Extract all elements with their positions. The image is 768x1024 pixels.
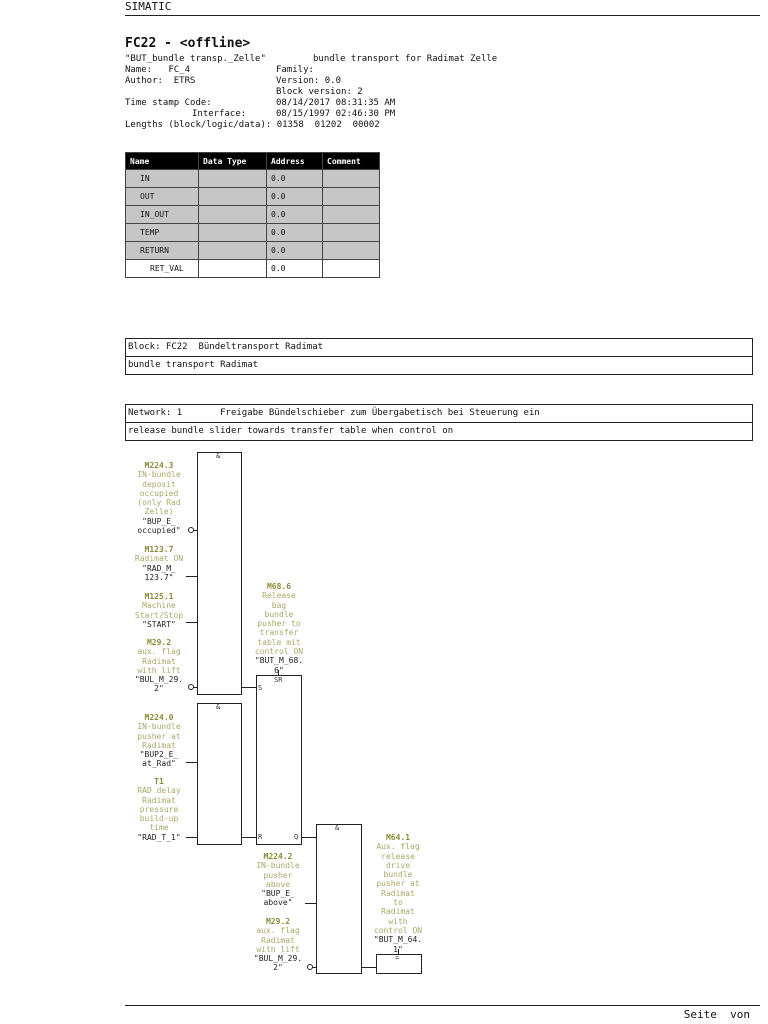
cell-name: TEMP (126, 224, 199, 242)
block-info-box (125, 338, 753, 375)
sr-operand-label (249, 582, 309, 675)
table-row (126, 188, 380, 206)
operand-symbol: "RAD_T_1" (137, 832, 181, 842)
operand-comment: Release bag bundle pusher to transfer table mit control ON (254, 591, 304, 657)
cell-name: IN (126, 170, 199, 188)
cell-comment (323, 224, 380, 242)
brand-label: SIMATIC (125, 0, 172, 13)
and-gate-3-symbol: & (335, 824, 340, 832)
cell-type (199, 170, 267, 188)
sr-flipflop (256, 675, 302, 845)
cell-comment (323, 260, 380, 278)
column-header: Address (267, 153, 323, 170)
cell-name: IN_OUT (126, 206, 199, 224)
cell-address: 0.0 (267, 206, 323, 224)
operand-comment: IN-bundle deposit occupied (only Rad Zelle) (137, 470, 181, 517)
wire (241, 687, 256, 688)
negation-marker (188, 527, 194, 533)
operand-label (130, 777, 188, 842)
operand-symbol: "BUP_E_ above" (261, 889, 295, 908)
page-title: FC22 - <offline> (125, 36, 251, 51)
name-line: Name: FC_4 (125, 65, 191, 75)
operand-symbol: "BUP2_E_ at_Rad" (139, 750, 179, 769)
operand-symbol: "BUL_M_29. 2" (253, 954, 303, 973)
operand-address: T1 (154, 777, 164, 786)
operand-address: M64.1 (385, 833, 411, 842)
operand-symbol: "RAD_M_ 123.7" (142, 563, 176, 582)
operand-symbol: "BUT_M_64. 1" (373, 935, 423, 954)
output-operand-label (368, 833, 428, 954)
operand-address: M224.2 (263, 852, 293, 861)
table-header-row (126, 153, 380, 170)
operand-comment: IN-bundle pusher at Radimat (137, 722, 181, 750)
table-row (126, 224, 380, 242)
operand-comment: Aux. flag release drive bundle pusher at Radimat to Radimat with control ON (373, 842, 423, 935)
table-row (126, 206, 380, 224)
cell-type (199, 242, 267, 260)
block-symbol: "BUT_bundle transp._Zelle" (125, 54, 266, 64)
version-line: Version: 0.0 (276, 76, 342, 86)
sr-pin-q: Q (294, 833, 299, 841)
timestamp-interface-label: Interface: (192, 109, 247, 119)
sr-pin-r: R (258, 833, 263, 841)
interface-table (125, 152, 380, 278)
column-header: Data Type (199, 153, 267, 170)
network-comment: release bundle slider towards transfer table when control on (126, 422, 752, 440)
page-number: Seite von (683, 1008, 750, 1021)
cell-type (199, 206, 267, 224)
operand-label (130, 461, 188, 535)
operand-label (130, 592, 188, 629)
block-info-title: Block: FC22 Bündeltransport Radimat (128, 342, 324, 352)
block-comment: bundle transport for Radimat Zelle (313, 54, 498, 64)
wire (361, 967, 376, 968)
operand-address: M125.1 (144, 592, 174, 601)
cell-name: OUT (126, 188, 199, 206)
operand-address: M68.6 (266, 582, 292, 591)
operand-comment: IN-bundle pusher above (256, 861, 300, 889)
column-header: Comment (323, 153, 380, 170)
family-line: Family: (276, 65, 314, 75)
assign-symbol: = (395, 954, 400, 962)
cell-address: 0.0 (267, 170, 323, 188)
operand-comment: aux. flag Radimat with lift (256, 926, 300, 954)
sr-pin-s: S (258, 684, 263, 692)
operand-symbol: "START" (142, 619, 176, 629)
cell-address: 0.0 (267, 224, 323, 242)
header-rule (125, 15, 760, 16)
cell-comment (323, 206, 380, 224)
operand-address: M29.2 (146, 638, 172, 647)
operand-comment: Machine Start/Stop (134, 601, 184, 620)
wire (301, 837, 316, 838)
and-gate-1 (197, 452, 242, 695)
operand-address: M224.3 (144, 461, 174, 470)
cell-comment (323, 242, 380, 260)
lengths-line: Lengths (block/logic/data): 01358 01202 00002 (125, 120, 380, 130)
negation-marker (188, 684, 194, 690)
cell-address: 0.0 (267, 242, 323, 260)
operand-comment: aux. flag Radimat with lift (137, 647, 181, 675)
cell-comment (323, 188, 380, 206)
footer-rule (125, 1005, 760, 1006)
operand-label (130, 713, 188, 769)
table-row (126, 260, 380, 278)
operand-symbol: "BUP_E_ occupied" (137, 516, 181, 536)
operand-label (249, 917, 307, 973)
cell-address: 0.0 (267, 188, 323, 206)
cell-name: RETURN (126, 242, 199, 260)
cell-type (199, 188, 267, 206)
operand-symbol: "BUT_M_68. 6" (254, 656, 304, 675)
and-gate-1-symbol: & (216, 452, 221, 460)
cell-name: RET_VAL (126, 260, 199, 278)
block-info-comment: bundle transport Radimat (126, 356, 752, 374)
table-row (126, 242, 380, 260)
operand-comment: RAD delay Radimat pressure build-up time (137, 786, 181, 833)
cell-type (199, 224, 267, 242)
and-gate-2 (197, 703, 242, 845)
and-gate-2-symbol: & (216, 703, 221, 711)
table-row (126, 170, 380, 188)
cell-comment (323, 170, 380, 188)
operand-address: M224.0 (144, 713, 174, 722)
timestamp-code-value: 08/14/2017 08:31:35 AM (276, 98, 396, 108)
block-version-line: Block version: 2 (276, 87, 363, 97)
sr-symbol: SR (274, 676, 283, 684)
negation-marker (307, 964, 313, 970)
cell-type (199, 260, 267, 278)
timestamp-code-label: Time stamp Code: (125, 98, 212, 108)
wire (241, 837, 256, 838)
operand-symbol: "BUL_M_29. 2" (134, 675, 184, 694)
operand-address: M29.2 (265, 917, 291, 926)
timestamp-interface-value: 08/15/1997 02:46:30 PM (276, 109, 396, 119)
network-title: Network: 1 Freigabe Bündelschieber zum Übergabetisch bei Steuerung ein (128, 408, 540, 418)
operand-label (130, 638, 188, 694)
and-gate-3 (316, 824, 362, 974)
cell-address: 0.0 (267, 260, 323, 278)
column-header: Name (126, 153, 199, 170)
author-line: Author: ETRS (125, 76, 196, 86)
operand-label (130, 545, 188, 582)
operand-label (249, 852, 307, 908)
operand-address: M123.7 (144, 545, 174, 554)
operand-comment: Radimat ON (134, 554, 184, 564)
network-info-box (125, 404, 753, 441)
